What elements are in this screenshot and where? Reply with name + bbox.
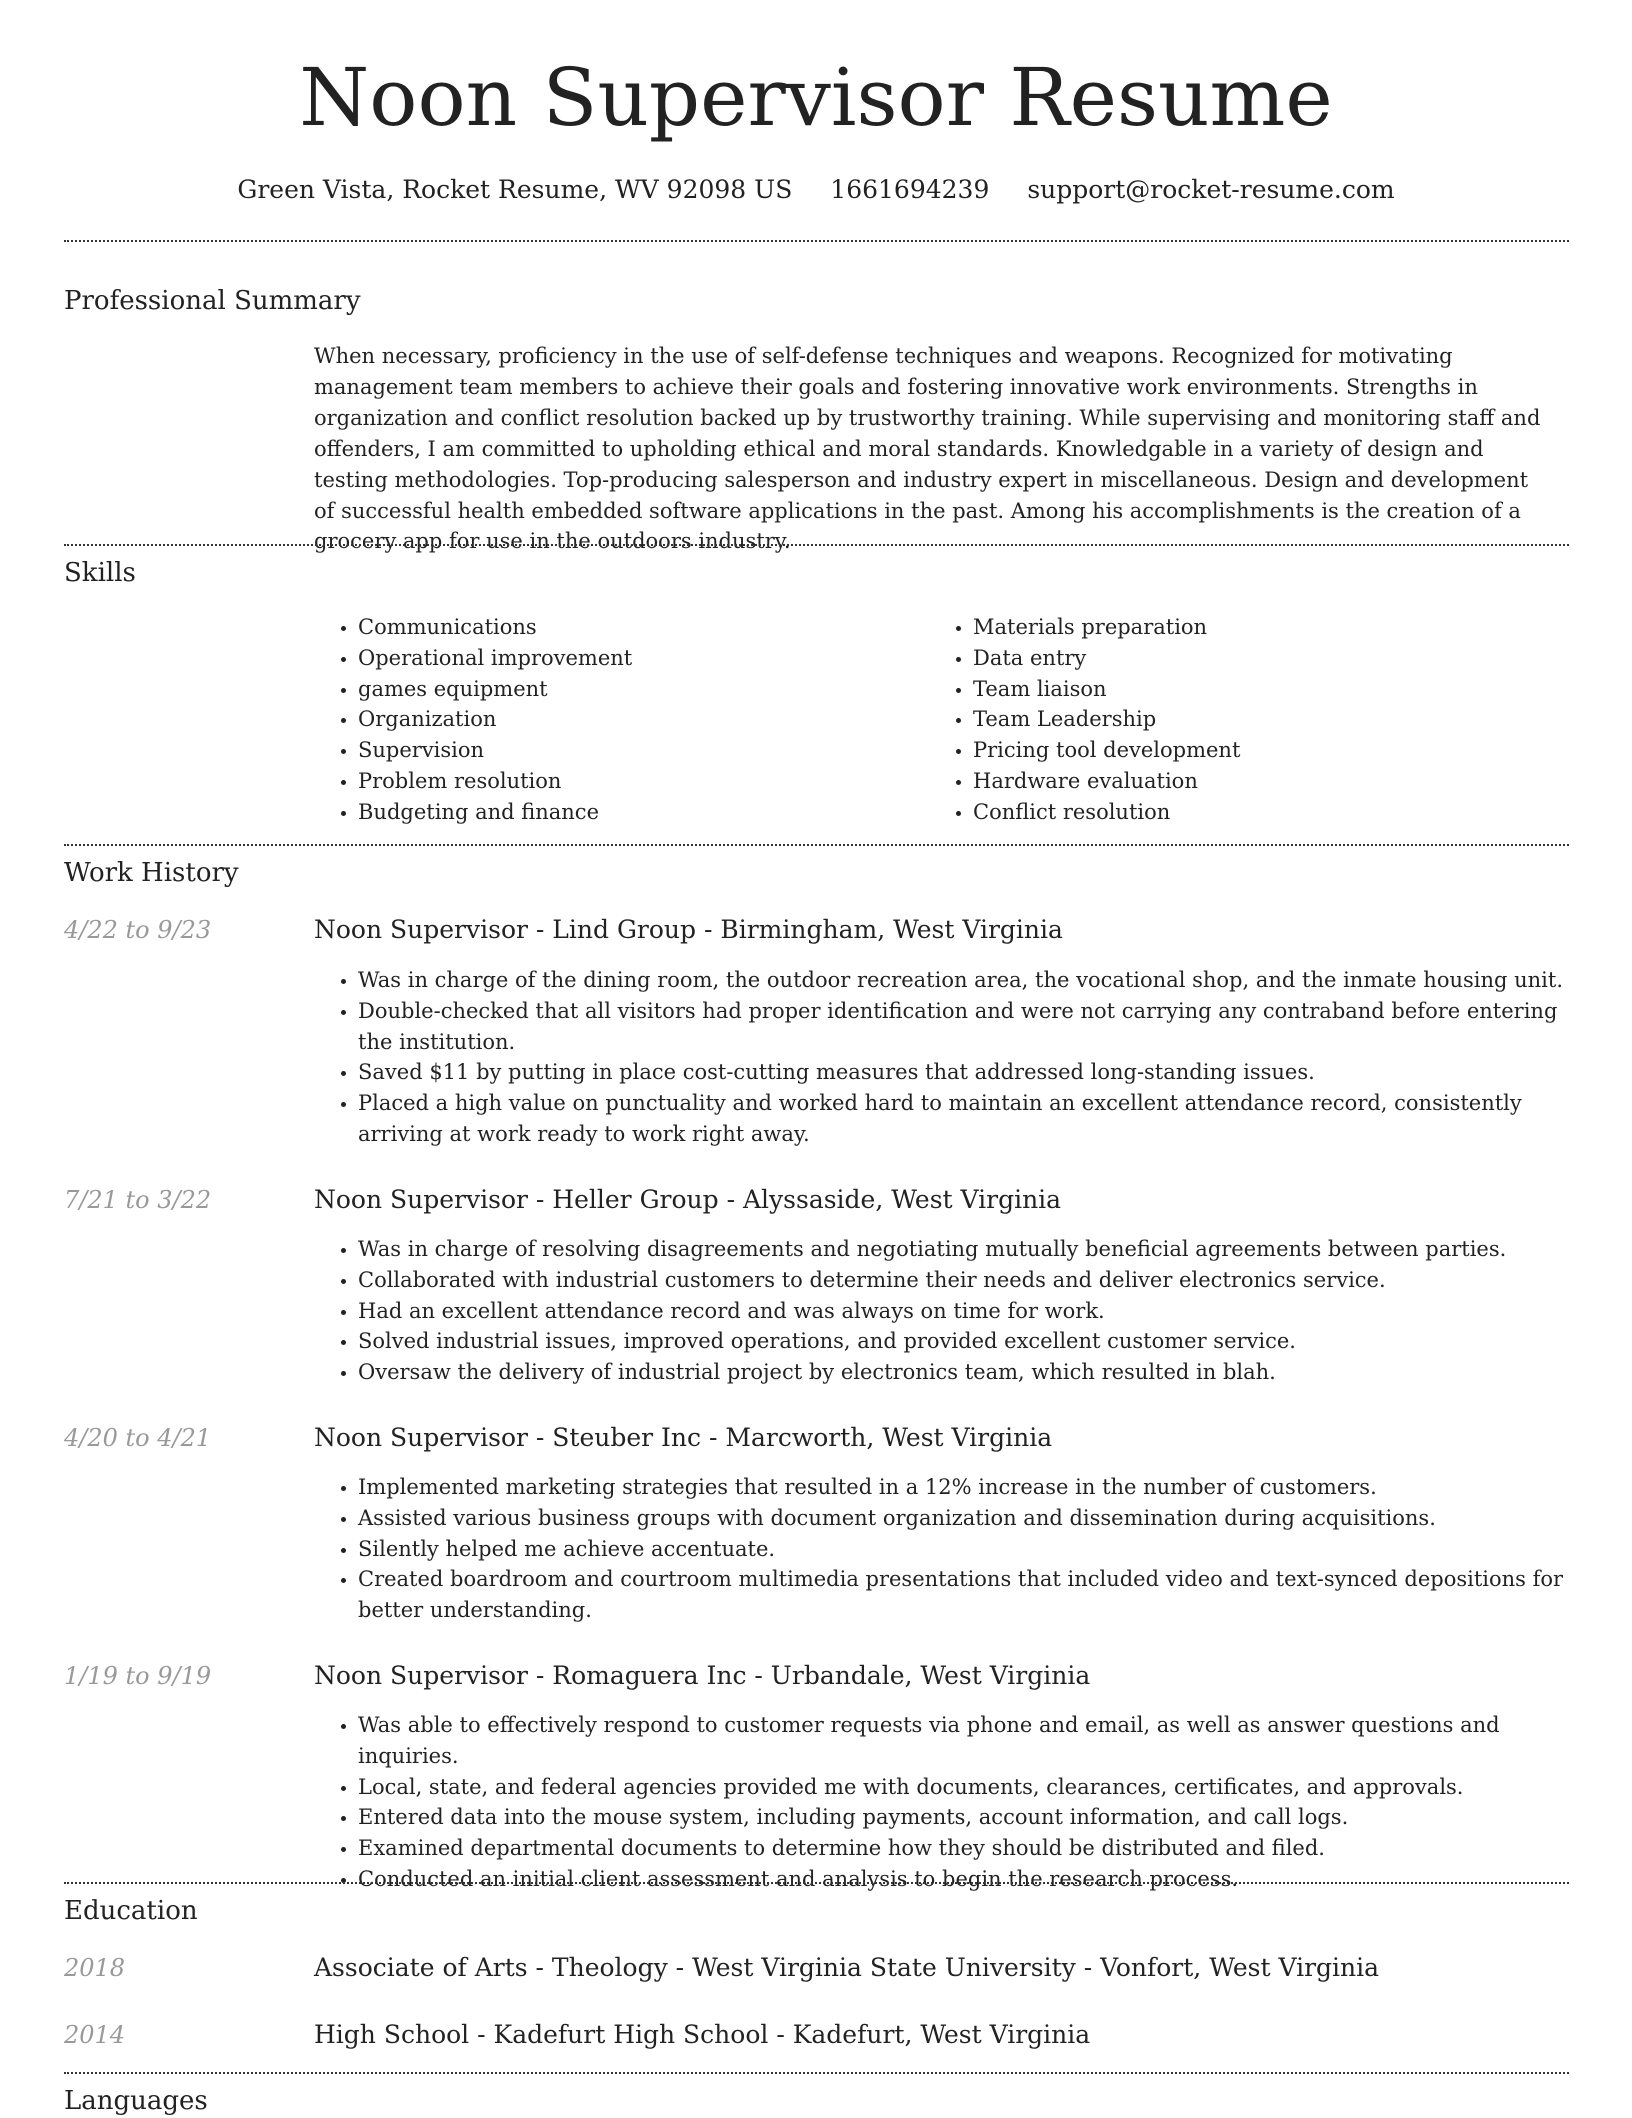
- job-bullet: • Local, state, and federal agencies provided me with documents, clearances, certificates, and approvals.: [358, 1772, 1564, 1803]
- job-dates: 4/20 to 4/21: [64, 1424, 212, 1452]
- contact-email: support@rocket-resume.com: [1027, 175, 1395, 204]
- skill-item: • Team liaison: [973, 674, 1529, 705]
- job-bullet: • Was in charge of resolving disagreements and negotiating mutually beneficial agreements between parties.: [358, 1234, 1564, 1265]
- job-bullet: • Assisted various business groups with document organization and dissemination during acquisitions.: [358, 1503, 1564, 1534]
- job-bullets: [314, 1234, 1564, 1388]
- section-heading-education: Education: [64, 1896, 198, 1926]
- job-bullet: • Was able to effectively respond to customer requests via phone and email, as well as answer questions and inquiries.: [358, 1710, 1564, 1772]
- job-dates: 7/21 to 3/22: [64, 1186, 212, 1214]
- job-dates: 4/22 to 9/23: [64, 916, 212, 944]
- job-bullet: • Examined departmental documents to determine how they should be distributed and filed.: [358, 1833, 1564, 1864]
- job-bullet: • Was in charge of the dining room, the outdoor recreation area, the vocational shop, and the inmate housing unit.: [358, 965, 1564, 996]
- job-bullet: • Collaborated with industrial customers to determine their needs and deliver electronics service.: [358, 1265, 1564, 1296]
- job-bullet: • Saved $11 by putting in place cost-cutting measures that addressed long-standing issues.: [358, 1057, 1564, 1088]
- job-title: Noon Supervisor - Heller Group - Alyssaside, West Virginia: [314, 1185, 1062, 1214]
- skill-item: • Communications: [358, 612, 914, 643]
- skill-item: • Data entry: [973, 643, 1529, 674]
- section-heading-summary: Professional Summary: [64, 286, 361, 316]
- job-bullet: • Had an excellent attendance record and was always on time for work.: [358, 1296, 1564, 1327]
- divider: [64, 544, 1569, 546]
- resume-title: Noon Supervisor Resume: [299, 51, 1333, 144]
- job-dates: 1/19 to 9/19: [64, 1662, 212, 1690]
- job-bullet: • Placed a high value on punctuality and worked hard to maintain an excellent attendance record, consistently arriving at work ready to work right away.: [358, 1088, 1564, 1150]
- skill-item: • Conflict resolution: [973, 797, 1529, 828]
- summary-text: When necessary, proficiency in the use of self-defense techniques and weapons. Recognized for motivating management team members to achieve their goals and fostering innovative work environments. Strengths in organization and conflict resolution backed up by trustworthy training. While supervising and monitoring staff and offenders, I am committed to upholding ethical and moral standards. Knowledgable in a variety of design and testing methodologies. Top-producing salesperson and industry expert in miscellaneous. Design and development of successful health embedded software applications in the past. Among his accomplishments is the creation of a grocery app for use in the outdoors industry.: [314, 344, 1541, 554]
- skill-item: • Supervision: [358, 735, 914, 766]
- job-bullet: • Conducted an initial client assessment and analysis to begin the research process.: [358, 1864, 1564, 1895]
- divider: [64, 1882, 1569, 1884]
- job-title: Noon Supervisor - Steuber Inc - Marcworth, West Virginia: [314, 1423, 1053, 1452]
- divider: [64, 240, 1569, 242]
- contact-address: Green Vista, Rocket Resume, WV 92098 US: [237, 175, 793, 204]
- job-title: Noon Supervisor - Romaguera Inc - Urbandale, West Virginia: [314, 1661, 1091, 1690]
- education-title: Associate of Arts - Theology - West Virginia State University - Vonfort, West Virginia: [314, 1953, 1380, 1982]
- job-bullet: • Entered data into the mouse system, including payments, account information, and call logs.: [358, 1802, 1564, 1833]
- skill-item: • games equipment: [358, 674, 914, 705]
- skills-list-left: [314, 612, 914, 828]
- education-title: High School - Kadefurt High School - Kadefurt, West Virginia: [314, 2020, 1091, 2049]
- contact-line: [0, 170, 1632, 210]
- skill-item: • Pricing tool development: [973, 735, 1529, 766]
- education-year: 2018: [64, 1954, 126, 1982]
- skill-item: • Materials preparation: [973, 612, 1529, 643]
- job-bullets: [314, 965, 1564, 1150]
- skill-item: • Budgeting and finance: [358, 797, 914, 828]
- skill-item: • Operational improvement: [358, 643, 914, 674]
- skill-item: • Problem resolution: [358, 766, 914, 797]
- job-title: Noon Supervisor - Lind Group - Birmingham, West Virginia: [314, 915, 1063, 944]
- job-bullet: • Silently helped me achieve accentuate.: [358, 1534, 1564, 1565]
- job-bullet: • Solved industrial issues, improved operations, and provided excellent customer service.: [358, 1326, 1564, 1357]
- skill-item: • Organization: [358, 704, 914, 735]
- skill-item: • Hardware evaluation: [973, 766, 1529, 797]
- skills-list-right: [929, 612, 1529, 828]
- education-year: 2014: [64, 2021, 126, 2049]
- job-bullet: • Implemented marketing strategies that resulted in a 12% increase in the number of customers.: [358, 1472, 1564, 1503]
- skill-item: • Team Leadership: [973, 704, 1529, 735]
- job-bullet: • Created boardroom and courtroom multimedia presentations that included video and text-synced depositions for better understanding.: [358, 1564, 1564, 1626]
- job-bullets: [314, 1472, 1564, 1626]
- divider: [64, 844, 1569, 846]
- job-bullets: [314, 1710, 1564, 1895]
- divider: [64, 2072, 1569, 2074]
- section-heading-languages: Languages: [64, 2086, 208, 2116]
- job-bullet: • Double-checked that all visitors had proper identification and were not carrying any contraband before entering the institution.: [358, 996, 1564, 1058]
- contact-phone: 1661694239: [830, 175, 990, 204]
- job-bullet: • Oversaw the delivery of industrial project by electronics team, which resulted in blah.: [358, 1357, 1564, 1388]
- section-heading-skills: Skills: [64, 558, 136, 588]
- section-heading-work: Work History: [64, 858, 239, 888]
